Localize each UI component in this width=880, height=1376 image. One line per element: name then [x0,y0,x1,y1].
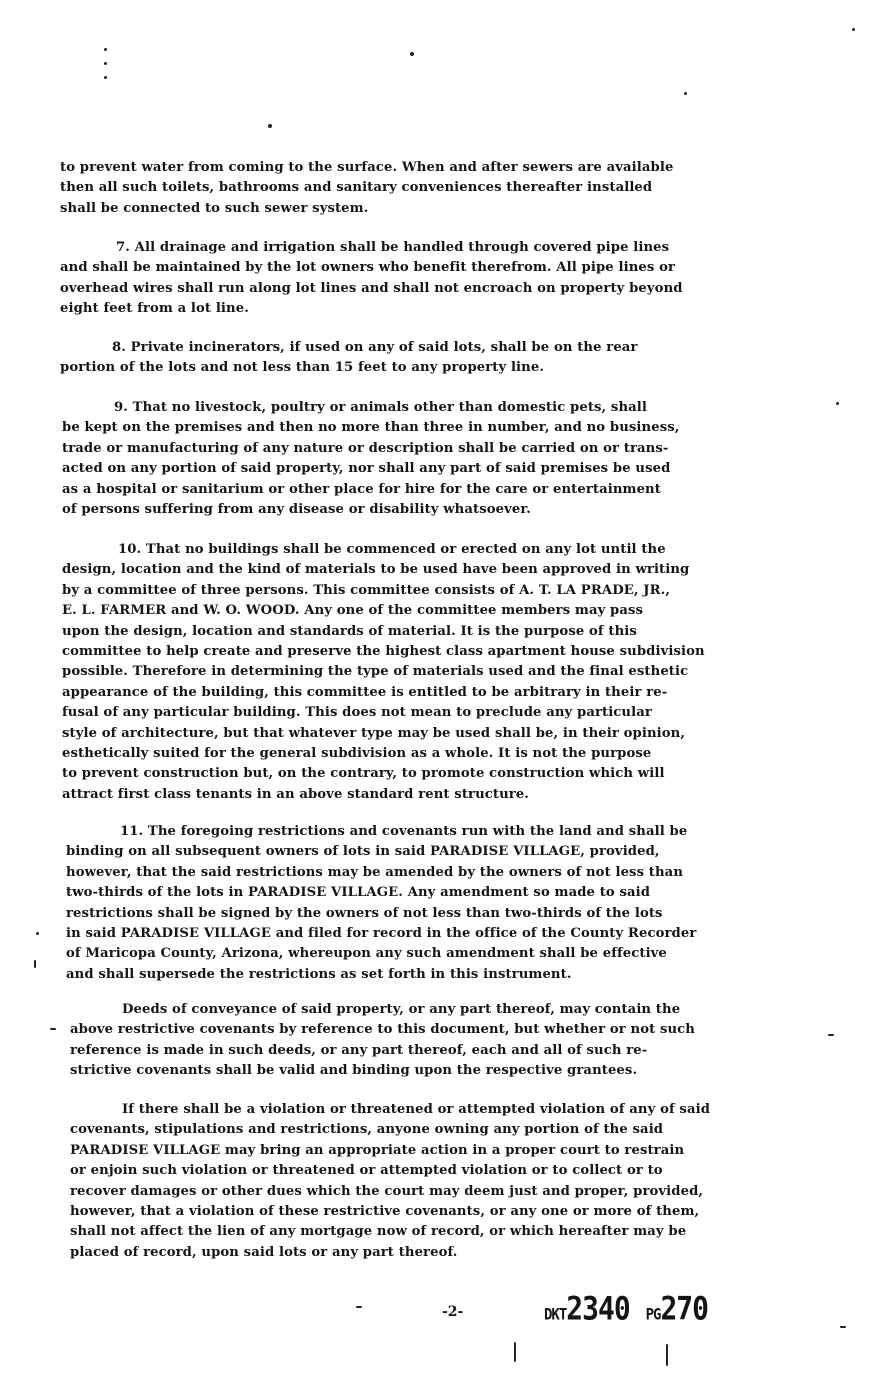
text-line: 8. Private incinerators, if used on any of said lots, shall be on the rear [112,340,638,355]
paragraph-7 [60,238,800,320]
docket-page-label: PG [645,1305,661,1325]
text-line: 9. That no livestock, poultry or animals other than domestic pets, shall [114,400,648,415]
paragraph-violation [70,1100,830,1263]
text-line: fusal of any particular building. This does not mean to preclude any particular [62,705,652,721]
scan-speck [828,1034,834,1036]
text-line: placed of record, upon said lots or any part thereof. [70,1244,458,1260]
text-line: overhead wires shall run along lot lines and shall not encroach on property beyond [60,280,683,296]
text-line: two-thirds of the lots in PARADISE VILLAGE. Any amendment so made to said [66,885,651,901]
text-line: style of architecture, but that whatever type may be used shall be, in their opinion, [62,725,686,741]
text-line: acted on any portion of said property, nor shall any part of said premises be used [62,461,671,477]
text-line: be kept on the premises and then no more than three in number, and no business, [62,420,680,436]
text-line: 7. All drainage and irrigation shall be handled through covered pipe lines [116,240,670,255]
scan-speck [50,1028,56,1030]
scan-speck [356,1306,362,1308]
text-line: and shall be maintained by the lot owners who benefit therefrom. All pipe lines or [60,260,676,276]
text-line: PARADISE VILLAGE may bring an appropriate action in a proper court to restrain [70,1142,685,1158]
docket-number: 2340 [566,1289,630,1328]
scan-speck [666,1344,668,1366]
text-line: and shall supersede the restrictions as set forth in this instrument. [66,966,572,982]
text-line: then all such toilets, bathrooms and sanitary conveniences thereafter installed [60,180,653,196]
text-line: upon the design, location and standards of material. It is the purpose of this [62,623,637,639]
text-line: portion of the lots and not less than 15 feet to any property line. [60,360,545,376]
text-line: recover damages or other dues which the court may deem just and proper, provided, [70,1183,704,1199]
scan-speck [840,1326,846,1328]
text-line: strictive covenants shall be valid and binding upon the respective grantees. [70,1063,638,1079]
scan-speck [514,1342,516,1362]
text-line: covenants, stipulations and restrictions, anyone owning any portion of the said [70,1122,664,1138]
text-line: attract first class tenants in an above standard rent structure. [62,786,529,802]
text-line: of Maricopa County, Arizona, whereupon any such amendment shall be effective [66,946,667,962]
paragraph-10 [62,540,822,805]
scan-speck [104,48,107,51]
text-line: 11. The foregoing restrictions and covenants run with the land and shall be [120,824,688,839]
text-line: binding on all subsequent owners of lots in said PARADISE VILLAGE, provided, [66,844,660,860]
scan-speck [852,28,855,31]
docket-label: DKT [544,1305,567,1325]
text-line: possible. Therefore in determining the type of materials used and the final esthetic [62,664,689,680]
text-line: or enjoin such violation or threatened or attempted violation or to collect or to [70,1163,663,1179]
text-line: appearance of the building, this committee is entitled to be arbitrary in their re- [62,684,668,700]
text-line: Deeds of conveyance of said property, or any part thereof, may contain the [122,1002,681,1017]
text-line: E. L. FARMER and W. O. WOOD. Any one of the committee members may pass [62,603,644,619]
text-line: reference is made in such deeds, or any part thereof, each and all of such re- [70,1042,648,1058]
text-line: however, that a violation of these restrictive covenants, or any one or more of them, [70,1204,700,1220]
paragraph-deeds [70,1000,820,1082]
text-line: in said PARADISE VILLAGE and filed for record in the office of the County Recorder [66,926,697,942]
text-line: 10. That no buildings shall be commenced or erected on any lot until the [118,542,666,557]
text-line: as a hospital or sanitarium or other place for hire for the care or entertainment [62,481,661,497]
text-line: trade or manufacturing of any nature or description shall be carried on or trans- [62,440,669,456]
text-line: to prevent construction but, on the contrary, to promote construction which will [62,766,665,782]
docket-stamp [544,1290,708,1328]
text-line: of persons suffering from any disease or disability whatsoever. [62,502,531,518]
paragraph-continued [60,158,800,219]
scan-speck [268,124,272,128]
page-number: -2- [442,1304,464,1320]
text-line: eight feet from a lot line. [60,301,249,317]
scan-speck [36,932,39,935]
scan-speck [104,76,107,79]
scan-speck [684,92,687,95]
text-line: restrictions shall be signed by the owners of not less than two-thirds of the lots [66,905,663,921]
docket-page-number: 270 [660,1289,709,1328]
scan-speck [34,960,36,968]
text-line: committee to help create and preserve the highest class apartment house subdivision [62,644,705,660]
text-line: design, location and the kind of materials to be used have been approved in writing [62,562,690,578]
paragraph-11 [66,822,826,985]
text-line: shall not affect the lien of any mortgage now of record, or which hereafter may be [70,1224,687,1240]
text-line: shall be connected to such sewer system. [60,200,369,216]
text-line: above restrictive covenants by reference to this document, but whether or not such [70,1022,695,1038]
text-line: to prevent water from coming to the surface. When and after sewers are available [60,160,674,175]
scan-speck [410,52,414,56]
text-line: however, that the said restrictions may be amended by the owners of not less than [66,864,684,880]
text-line: by a committee of three persons. This committee consists of A. T. LA PRADE, JR., [62,582,671,598]
paragraph-8 [60,338,800,379]
scan-speck [104,62,107,65]
text-line: If there shall be a violation or threatened or attempted violation of any of said [122,1102,711,1117]
scan-speck [836,402,839,405]
paragraph-9 [62,398,802,520]
text-line: esthetically suited for the general subdivision as a whole. It is not the purpose [62,746,652,762]
